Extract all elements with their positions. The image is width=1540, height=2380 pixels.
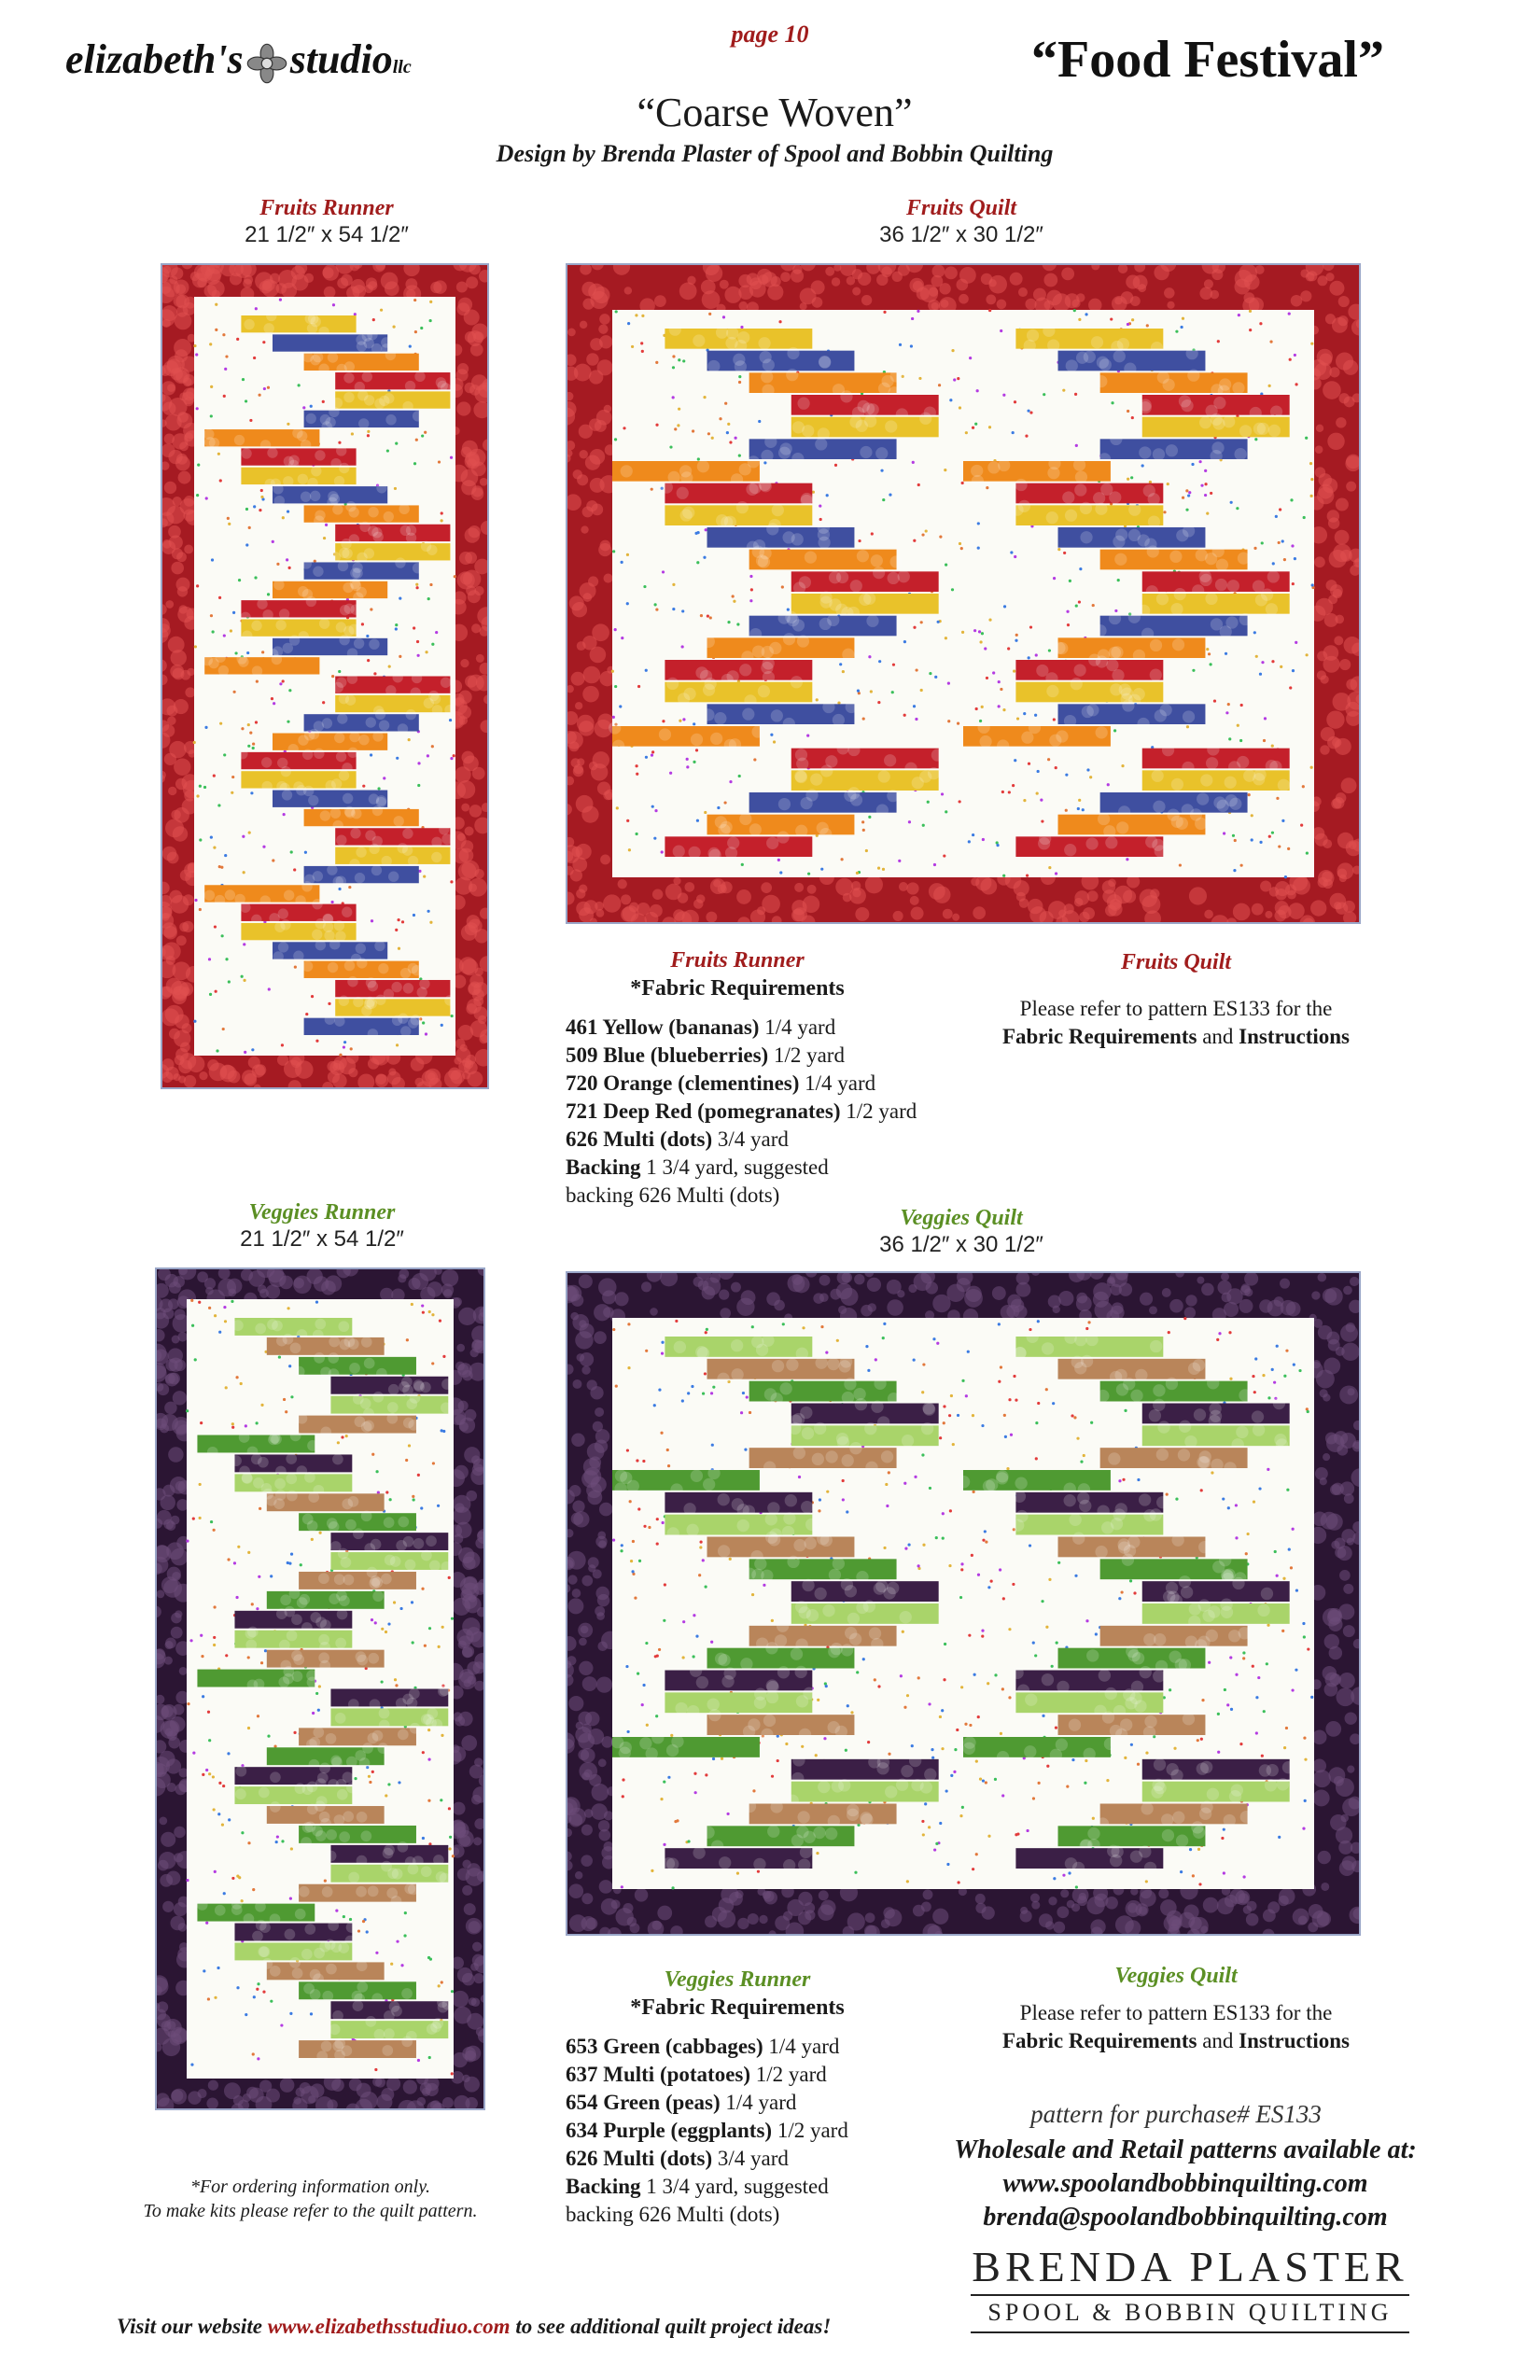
list-item: 634 Purple (eggplants) 1/2 yard	[566, 2119, 848, 2142]
fruits-quilt-title: Fruits Quilt	[905, 196, 1017, 220]
website-link[interactable]: www.spoolandbobbinquilting.com	[1002, 2169, 1368, 2198]
fruits-quilt-note: Please refer to pattern ES133 for the Fabric Requirements and Instructions	[1001, 997, 1351, 1048]
fruits-quilt-image	[566, 263, 1361, 924]
veggies-req-list	[566, 2033, 958, 2229]
brand-divider	[971, 2294, 1409, 2296]
fruits-req-title: Fruits Runner	[670, 948, 805, 973]
veggies-quilt-note-title: Veggies Quilt	[1114, 1964, 1238, 1988]
list-item: Backing 1 3/4 yard, suggested	[566, 1155, 829, 1179]
list-item: 626 Multi (dots) 3/4 yard	[566, 1127, 789, 1151]
wholesale-info: Wholesale and Retail patterns available at: www.spoolandbobbinquilting.com brenda@spoolandbobbinquilting.com	[915, 2134, 1456, 2234]
list-item: 720 Orange (clementines) 1/4 yard	[566, 1071, 876, 1095]
veggies-req-subtitle: *Fabric Requirements	[630, 1995, 845, 2020]
veggies-runner-title: Veggies Runner	[248, 1200, 396, 1225]
veggies-req-title: Veggies Runner	[664, 1967, 811, 1992]
fruits-runner-size: 21 1/2″ x 54 1/2″	[245, 222, 409, 247]
pattern-title: “Coarse Woven”	[637, 90, 913, 135]
footer-text: Visit our website www.elizabethsstudiuo.com to see additional quilt project ideas!	[117, 2315, 832, 2338]
veggies-runner-size: 21 1/2″ x 54 1/2″	[240, 1226, 404, 1252]
footer-website-link[interactable]: www.elizabethsstudiuo.com	[267, 2315, 511, 2338]
fruits-req-list	[566, 1014, 976, 1210]
pattern-purchase: pattern for purchase# ES133	[1030, 2100, 1322, 2128]
list-item: backing 626 Multi (dots)	[566, 2203, 780, 2226]
veggies-quilt-size: 36 1/2″ x 30 1/2″	[879, 1232, 1043, 1257]
list-item: 626 Multi (dots) 3/4 yard	[566, 2147, 789, 2170]
list-item: 653 Green (cabbages) 1/4 yard	[566, 2035, 840, 2058]
ordering-note: *For ordering information only. To make kits please refer to the quilt pattern.	[143, 2177, 478, 2221]
logo-suffix: llc	[392, 57, 412, 77]
logo-brand-second: studio	[289, 36, 393, 82]
veggies-quilt-image	[566, 1271, 1361, 1936]
designer-credit: Design by Brenda Plaster of Spool and Bobbin Quilting	[496, 140, 1054, 167]
fruits-quilt-note-title: Fruits Quilt	[1120, 950, 1232, 974]
collection-title: “Food Festival”	[1031, 31, 1384, 89]
fruits-runner-image	[161, 263, 489, 1089]
list-item: 509 Blue (blueberries) 1/2 yard	[566, 1043, 845, 1067]
veggies-quilt-title: Veggies Quilt	[900, 1206, 1023, 1230]
fruits-req-subtitle: *Fabric Requirements	[630, 976, 845, 1001]
page-number: page 10	[731, 21, 809, 48]
list-item: 654 Green (peas) 1/4 yard	[566, 2091, 797, 2114]
designer-brand-name: BRENDA PLASTER	[972, 2243, 1408, 2290]
logo-brand-main: elizabeth's	[65, 36, 244, 82]
fruits-quilt-size: 36 1/2″ x 30 1/2″	[879, 222, 1043, 247]
list-item: backing 626 Multi (dots)	[566, 1183, 780, 1207]
designer-brand-company: SPOOL & BOBBIN QUILTING	[987, 2299, 1393, 2326]
email-link[interactable]: brenda@spoolandbobbinquilting.com	[983, 2203, 1388, 2232]
list-item: Backing 1 3/4 yard, suggested	[566, 2175, 829, 2198]
veggies-quilt-note: Please refer to pattern ES133 for the Fabric Requirements and Instructions	[1001, 2001, 1351, 2052]
fruits-runner-title: Fruits Runner	[259, 196, 394, 220]
studio-logo	[65, 35, 412, 85]
brand-divider	[971, 2331, 1409, 2333]
list-item: 461 Yellow (bananas) 1/4 yard	[566, 1015, 836, 1039]
flower-logo-icon	[245, 42, 288, 85]
list-item: 721 Deep Red (pomegranates) 1/2 yard	[566, 1099, 917, 1123]
veggies-runner-image	[155, 1267, 485, 2110]
list-item: 637 Multi (potatoes) 1/2 yard	[566, 2063, 827, 2086]
